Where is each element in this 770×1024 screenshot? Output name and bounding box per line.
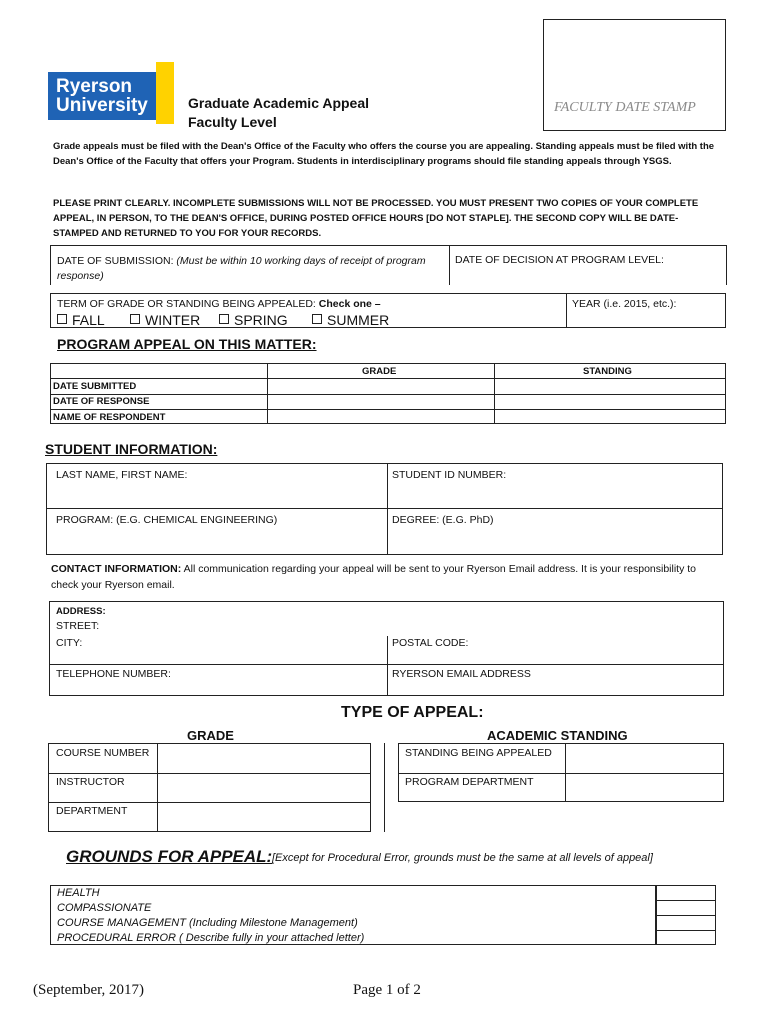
telephone-field[interactable]: TELEPHONE NUMBER: [56,668,171,680]
program-appeal-heading: PROGRAM APPEAL ON THIS MATTER: [57,336,317,352]
date-of-decision-label: DATE OF DECISION AT PROGRAM LEVEL: [455,254,664,266]
program-department-field[interactable]: PROGRAM DEPARTMENT [405,776,534,788]
form-title-line1: Graduate Academic Appeal [188,95,370,111]
footer-page: Page 1 of 2 [353,982,421,998]
footer-date: (September, 2017) [33,982,145,998]
grounds-heading [66,847,272,867]
postal-code-field[interactable]: POSTAL CODE: [392,637,469,649]
notice-text: PLEASE PRINT CLEARLY. INCOMPLETE SUBMISSIONS WILL NOT BE PROCESSED. YOU MUST PRESENT TWO COPIES OF YOUR COMPLETE APPEAL, IN PERSON, TO THE DEAN'S OFFICE, DURING POSTED OFFICE HOURS [DO NOT STAPLE]. THE SECOND COPY WILL BE DATE-STAMPED AND RETURNED TO YOU FOR YOUR RECORDS. [53,198,699,239]
ryerson-logo [48,72,156,120]
ground-compassionate: COMPASSIONATE [57,902,152,914]
grounds-note: [Except for Procedural Error, grounds must be the same at all levels of appeal] [272,852,653,864]
contact-info [51,561,721,593]
date-of-submission [57,254,437,284]
col-grade: GRADE [362,366,397,377]
faculty-date-stamp-label: FACULTY DATE STAMP [554,100,696,115]
fall-checkbox[interactable] [57,314,67,324]
form-title [188,94,369,132]
student-id-field[interactable]: STUDENT ID NUMBER: [392,469,507,481]
col-standing: STANDING [583,366,632,377]
term-label [57,298,381,310]
ground-course-management: COURSE MANAGEMENT (Including Milestone Management) [57,917,358,929]
date-of-submission-label: DATE OF SUBMISSION: [57,255,174,267]
instructor-field[interactable]: INSTRUCTOR [56,776,125,788]
row-date-submitted: DATE SUBMITTED [53,381,137,392]
row-date-of-response: DATE OF RESPONSE [53,396,150,407]
street-field[interactable]: STREET: [56,620,100,632]
term-label-text: TERM OF GRADE OR STANDING BEING APPEALED: [57,298,316,310]
row-name-of-respondent: NAME OF RESPONDENT [53,412,166,423]
last-first-name-field[interactable]: LAST NAME, FIRST NAME: [56,469,188,481]
term-option-summer-label: SUMMER [327,312,390,328]
logo-line2: University [56,95,148,116]
term-check-one: Check one – [318,298,381,310]
program-field[interactable]: PROGRAM: (E.G. CHEMICAL ENGINEERING) [56,514,278,526]
type-of-appeal-heading: TYPE OF APPEAL: [341,704,484,721]
term-option-summer[interactable] [312,312,389,328]
winter-checkbox[interactable] [130,314,140,324]
term-option-fall[interactable] [57,312,105,328]
ryerson-email-field[interactable]: RYERSON EMAIL ADDRESS [392,668,531,680]
address-label: ADDRESS: [56,606,106,617]
ground-health: HEALTH [57,887,100,899]
contact-info-label: CONTACT INFORMATION: [51,563,182,575]
city-field[interactable]: CITY: [56,637,83,649]
faculty-date-stamp-box [543,19,726,131]
type-grade-heading: GRADE [187,728,234,743]
date-of-submission-note: (Must be within 10 working days of receipt of program response) [57,255,426,282]
term-option-spring[interactable] [219,312,288,328]
term-option-winter-label: WINTER [145,312,201,328]
intro-text: Grade appeals must be filed with the Dean's Office of the Faculty who offers the course you are appealing. Standing appeals must be filed with the Dean's Office of the Faculty that offers your Program. Students in interdisciplinary programs should file standing appeals through YSGS. [53,141,715,167]
spring-checkbox[interactable] [219,314,229,324]
grounds-items [57,886,364,946]
standing-appealed-field[interactable]: STANDING BEING APPEALED [405,747,552,759]
type-standing-heading: ACADEMIC STANDING [487,728,628,743]
course-number-field[interactable]: COURSE NUMBER [56,747,150,759]
degree-field[interactable]: DEGREE: (E.G. PhD) [392,514,494,526]
term-option-winter[interactable] [130,312,200,328]
ground-procedural-error: PROCEDURAL ERROR ( Describe fully in your attached letter) [57,932,365,944]
term-option-spring-label: SPRING [234,312,288,328]
form-title-line2: Faculty Level [188,114,277,130]
grounds-heading-text: GROUNDS FOR APPEAL: [66,847,273,866]
student-info-heading: STUDENT INFORMATION: [45,441,218,457]
summer-checkbox[interactable] [312,314,322,324]
year-label: YEAR (i.e. 2015, etc.): [572,298,677,310]
department-field[interactable]: DEPARTMENT [56,805,128,817]
contact-info-text: All communication regarding your appeal will be sent to your Ryerson Email address. It is your responsibility to check your Ryerson email. [51,563,697,591]
logo-yellow-bar [156,62,174,124]
term-option-fall-label: FALL [72,312,105,328]
logo-line1: Ryerson [56,76,133,97]
